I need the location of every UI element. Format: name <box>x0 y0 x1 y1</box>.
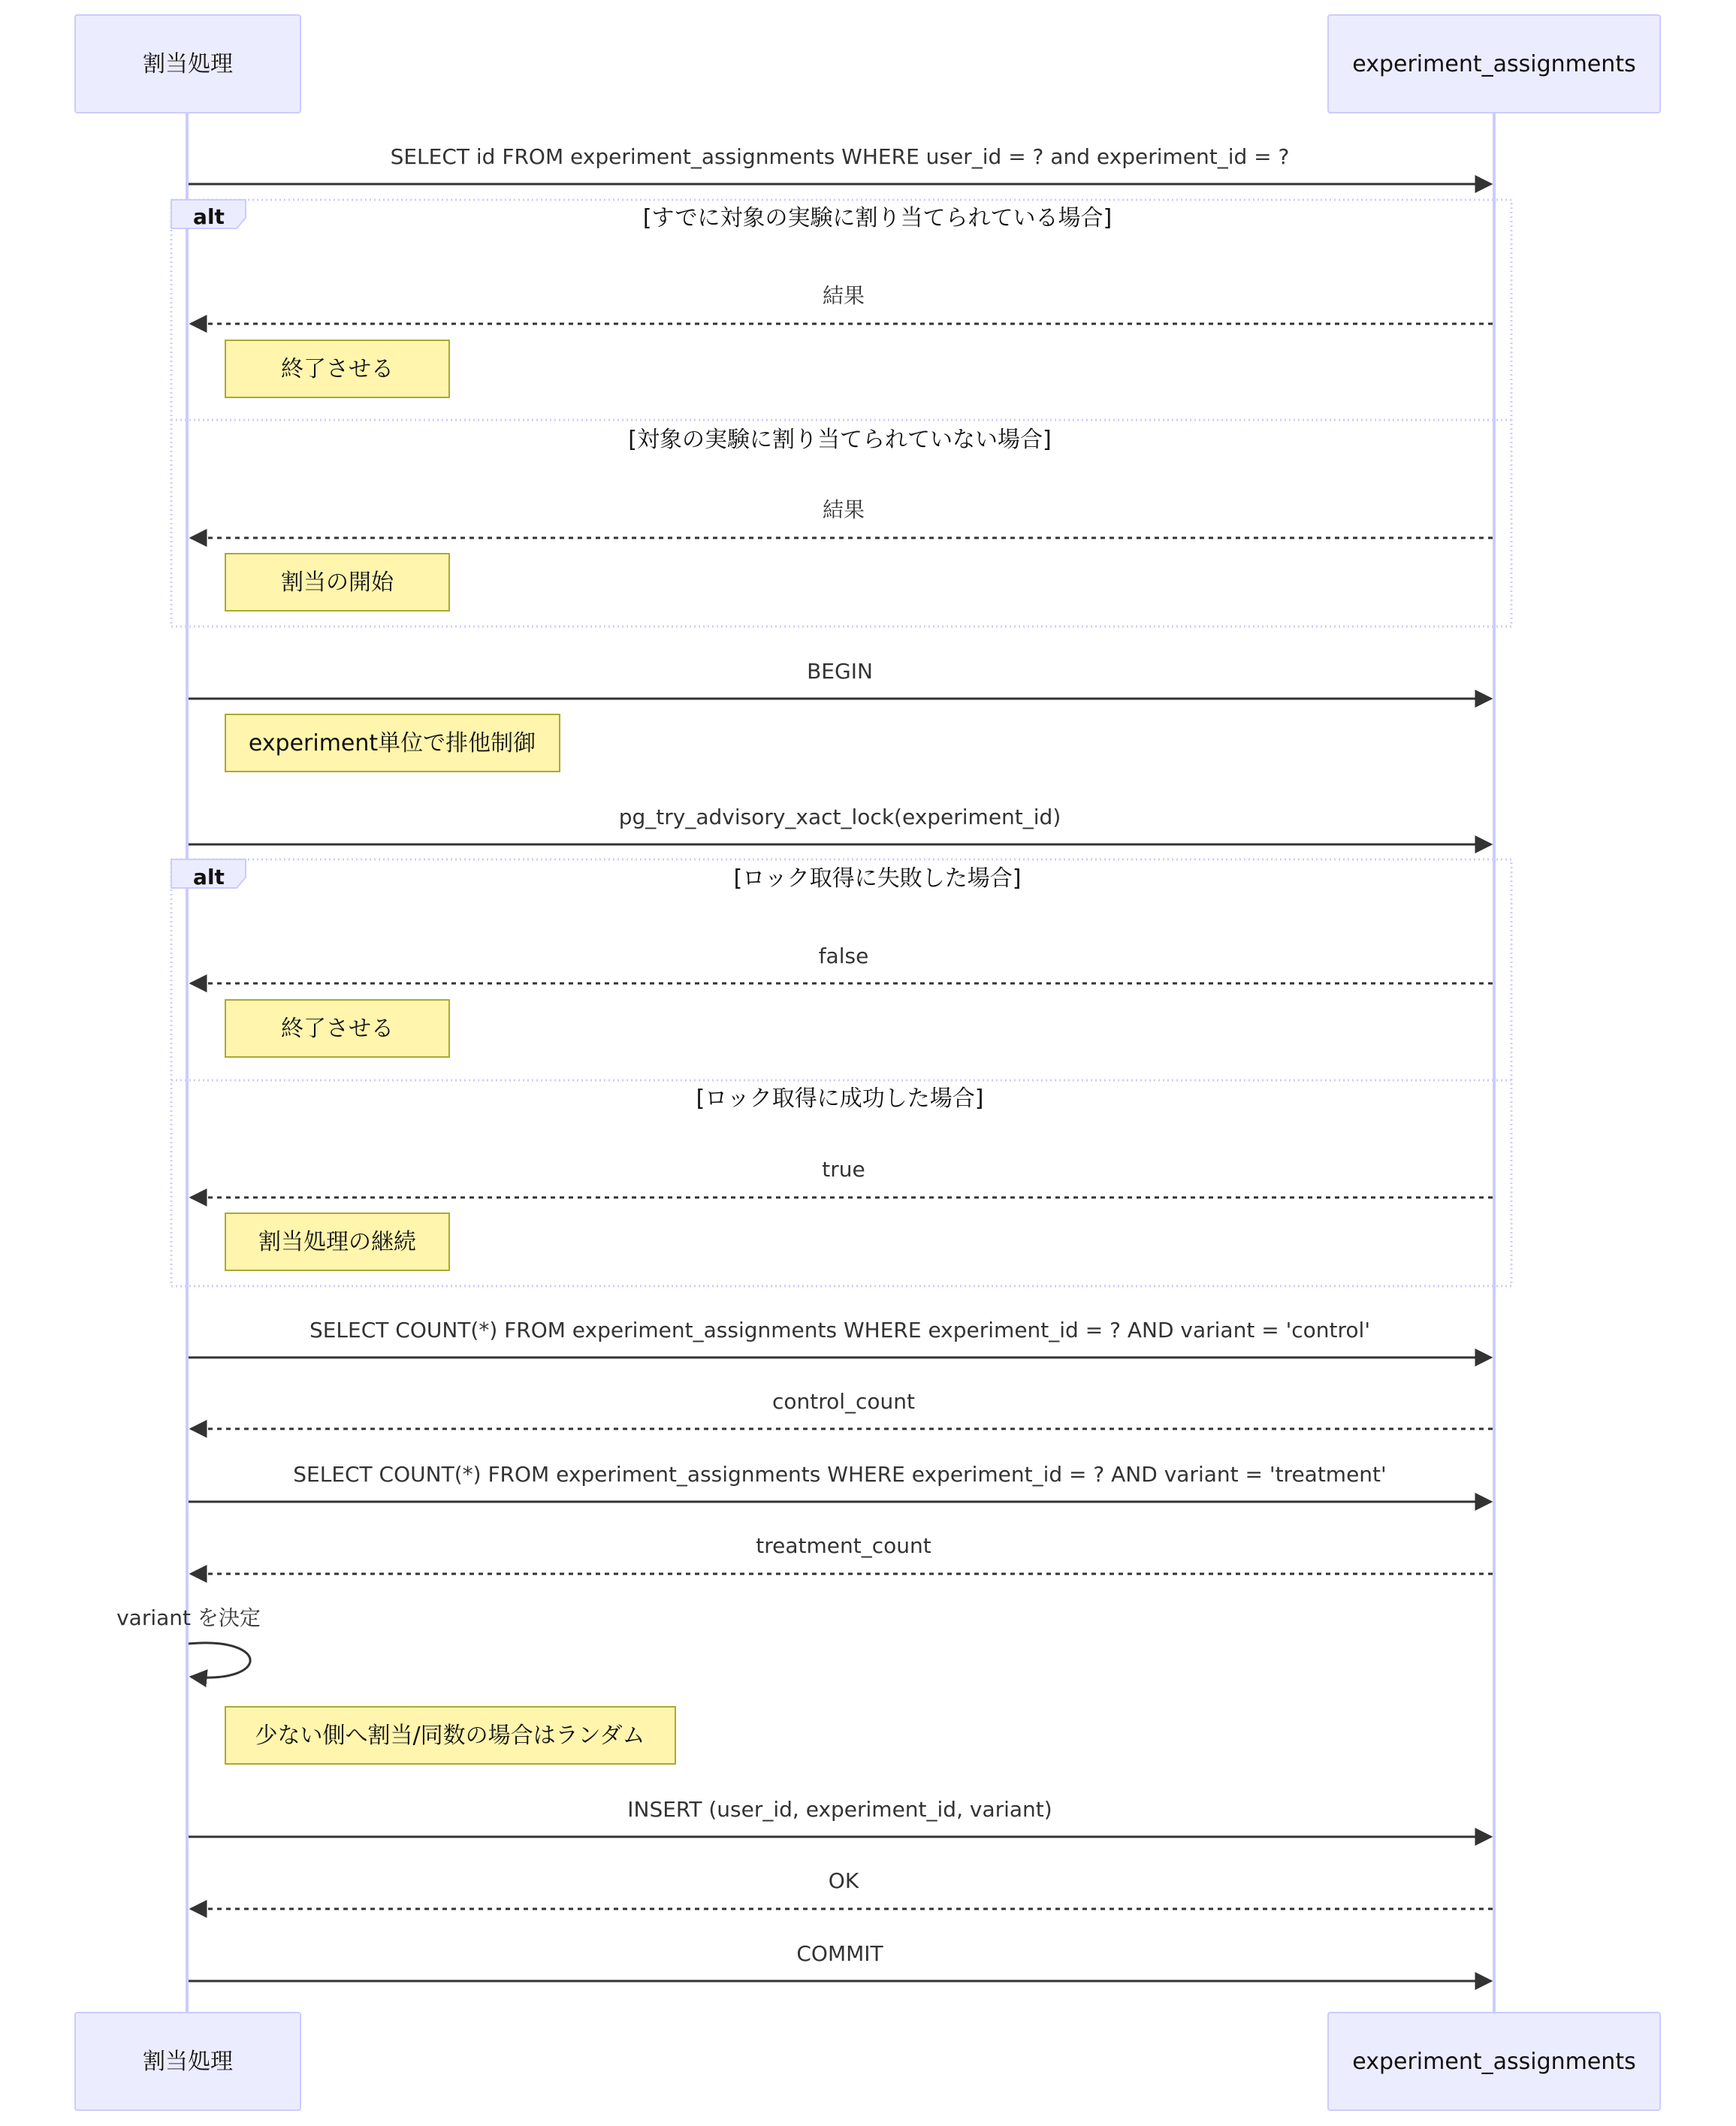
actor-proc-top-label: 割当処理 <box>143 51 233 77</box>
msg-select-id-label: SELECT id FROM experiment_assignments WHERE user_id = ? and experiment_id = ? <box>390 144 1290 169</box>
note-random-text: 少ない側へ割当/同数の場合はランダム <box>255 1723 645 1749</box>
msg-begin-label: BEGIN <box>807 659 873 684</box>
actor-ea-top <box>1328 15 1660 113</box>
note-start-assign-text: 割当の開始 <box>281 569 394 596</box>
msg-false-label: false <box>818 944 869 968</box>
alt-2-label: alt <box>193 865 225 889</box>
actor-proc-bottom <box>75 2013 300 2110</box>
actor-proc-bottom-label: 割当処理 <box>143 2049 233 2075</box>
note-end-1 <box>225 340 449 397</box>
note-random <box>225 1707 675 1764</box>
msg-decide-variant-label: variant を決定 <box>116 1605 261 1630</box>
note-continue <box>225 1213 449 1270</box>
msg-treatment-count-label: treatment_count <box>756 1533 931 1558</box>
msg-true-label: true <box>822 1157 865 1182</box>
note-end-2-text: 終了させる <box>281 1016 394 1042</box>
alt-2-cond-1: [ロック取得に失敗した場合] <box>733 865 1022 892</box>
note-start-assign <box>225 554 449 611</box>
msg-count-control-label: SELECT COUNT(*) FROM experiment_assignments WHERE experiment_id = ? AND variant = 'control' <box>309 1318 1371 1342</box>
msg-result-1-label: 結果 <box>822 283 865 308</box>
alt-2-cond-2: [ロック取得に成功した場合] <box>696 1086 984 1112</box>
actor-ea-bottom-label: experiment_assignments <box>1352 2049 1636 2075</box>
msg-result-2-label: 結果 <box>822 497 865 522</box>
msg-insert-label: INSERT (user_id, experiment_id, variant) <box>627 1797 1052 1822</box>
actor-ea-top-label: experiment_assignments <box>1352 51 1636 77</box>
note-end-1-text: 終了させる <box>281 356 394 382</box>
msg-control-count-label: control_count <box>771 1389 916 1414</box>
actor-proc-top <box>75 15 300 113</box>
msg-decide-variant-loop <box>189 1643 250 1678</box>
actor-ea-bottom <box>1328 2013 1660 2110</box>
note-exclusive <box>225 714 560 772</box>
msg-count-treatment-label: SELECT COUNT(*) FROM experiment_assignments WHERE experiment_id = ? AND variant = 'treatment' <box>293 1462 1387 1487</box>
msg-lock-label: pg_try_advisory_xact_lock(experiment_id) <box>618 805 1061 829</box>
note-exclusive-text: experiment単位で排他制御 <box>248 730 536 756</box>
alt-1-label: alt <box>193 204 225 229</box>
msg-ok-label: OK <box>828 1868 859 1893</box>
alt-1-cond-1: [すでに対象の実験に割り当てられている場合] <box>642 205 1113 231</box>
note-end-2 <box>225 1000 449 1057</box>
alt-1-cond-2: [対象の実験に割り当てられていない場合] <box>628 427 1052 453</box>
msg-commit-label: COMMIT <box>796 1941 883 1966</box>
note-continue-text: 割当処理の継続 <box>258 1229 416 1255</box>
